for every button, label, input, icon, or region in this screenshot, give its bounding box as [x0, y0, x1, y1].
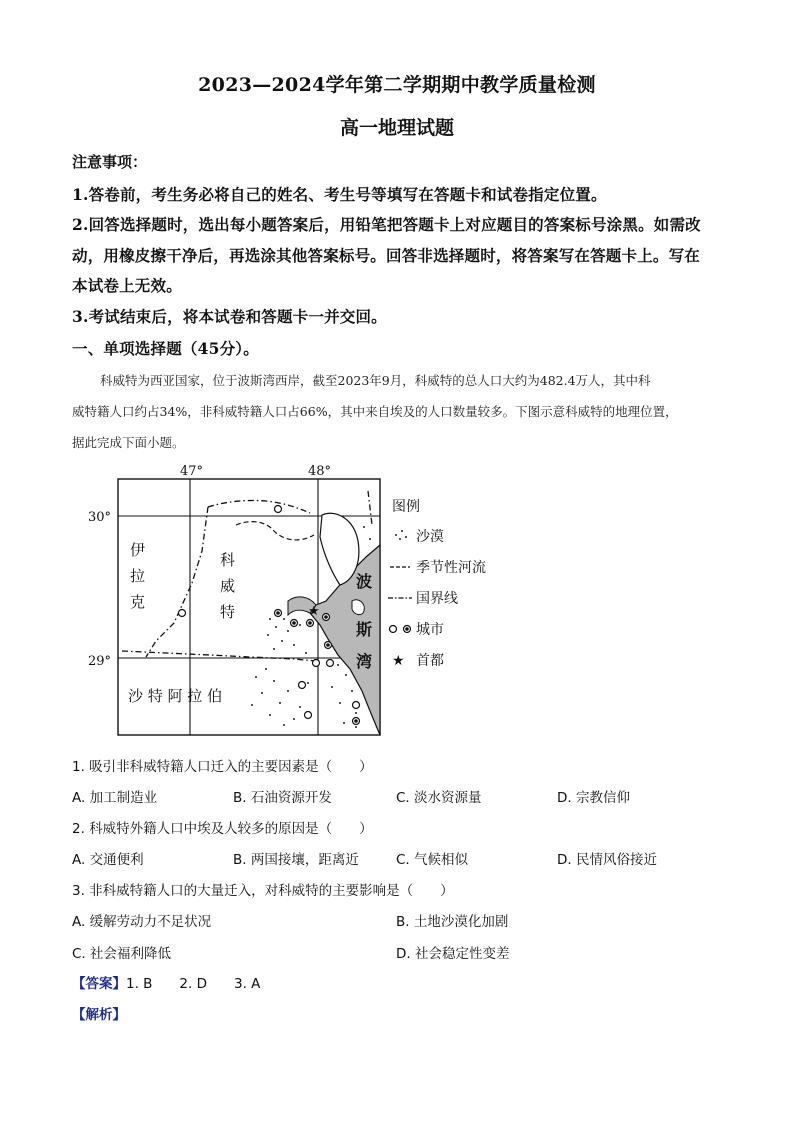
notice-heading: 注意事项：: [72, 153, 148, 171]
bubiyan-island: [320, 513, 359, 585]
exam-subtitle: 高一地理试题: [339, 117, 454, 139]
kuwait-location-map: [70, 455, 500, 750]
option-b: B. 石油资源开发: [233, 790, 332, 806]
exam-title: 2023—2024学年第二学期期中教学质量检测: [198, 74, 596, 96]
lat-label-29: 29°: [88, 654, 112, 669]
iraq-kuwait-border: [208, 500, 310, 513]
answer-tag: 【答案】: [72, 976, 126, 992]
option-c: C. 淡水资源量: [396, 790, 482, 806]
iraq-label: 拉: [130, 567, 146, 585]
lon-label-48: 48°: [308, 464, 332, 479]
option-d: D. 宗教信仰: [557, 790, 630, 806]
option-c: C. 社会福利降低: [72, 946, 172, 962]
kuwait-label: 特: [220, 603, 236, 621]
gulf-label: 湾: [356, 652, 373, 671]
notice-line: 本试卷上无效。: [72, 276, 182, 295]
gulf-label: 波: [356, 572, 373, 591]
option-a: A. 缓解劳动力不足状况: [72, 914, 212, 930]
question-stem: 1. 吸引非科威特籍人口迁入的主要因素是（ ）: [72, 759, 373, 775]
kuwait-label: 科: [220, 551, 236, 569]
intro-text: 威特籍人口约占34%，非科威特籍人口占66%，其中来自埃及的人口数量较多。下图示意科威特的地理位置，: [72, 404, 678, 419]
question-stem: 2. 科威特外籍人口中埃及人较多的原因是（ ）: [72, 821, 373, 837]
capital-star-icon: ★: [308, 604, 320, 619]
section-title: 一、单项选择题（45分）。: [72, 339, 259, 358]
legend-title: 图例: [392, 499, 420, 515]
legend-border-label: 国界线: [416, 591, 458, 607]
seasonal-river: [236, 522, 314, 540]
option-a: A. 加工制造业: [72, 790, 158, 806]
option-b: B. 两国接壤，距离近: [233, 852, 359, 868]
legend-river-label: 季节性河流: [416, 560, 486, 576]
legend-desert-label: 沙漠: [416, 529, 444, 545]
legend-desert-icon: [395, 530, 407, 540]
option-c: C. 气候相似: [396, 852, 469, 868]
option-a: A. 交通便利: [72, 852, 144, 868]
legend-city-icon: [390, 626, 411, 633]
option-b: B. 土地沙漠化加剧: [396, 914, 509, 930]
answer-line: [72, 972, 260, 992]
gulf-label: 斯: [356, 620, 373, 639]
saudi-label: 沙 特 阿 拉 伯: [128, 687, 223, 705]
lon-label-47: 47°: [180, 464, 204, 479]
analysis-tag: 【解析】: [72, 1007, 126, 1023]
kuwait-label: 威: [220, 577, 236, 595]
iraq-kuwait-border-west: [146, 507, 208, 657]
question-stem: 3. 非科威特籍人口的大量迁入，对科威特的主要影响是（ ）: [72, 883, 454, 899]
legend-city-label: 城市: [416, 622, 444, 638]
option-d: D. 民情风俗接近: [557, 852, 657, 868]
legend-capital-icon: ★: [392, 653, 405, 669]
option-d: D. 社会稳定性变差: [396, 946, 510, 962]
legend-capital-label: 首都: [416, 653, 444, 669]
iraq-label: 克: [130, 593, 146, 611]
saudi-kuwait-border: [122, 651, 316, 661]
border-north-east: [368, 491, 372, 525]
answer-values: 1. B 2. D 3. A: [126, 976, 261, 992]
iraq-label: 伊: [130, 541, 146, 559]
intro-text: 据此完成下面小题。: [72, 435, 185, 450]
notice-line: 3.考试结束后，将本试卷和答题卡一并交回。: [72, 307, 387, 326]
notice-line: 2.回答选择题时，选出每小题答案后，用铅笔把答题卡上对应题目的答案标号涂黑。如需改: [72, 215, 701, 234]
intro-text: 科威特为西亚国家，位于波斯湾西岸，截至2023年9月，科威特的总人口大约为482.4万人，其中科: [100, 373, 651, 388]
notice-line: 1.答卷前，考生务必将自己的姓名、考生号等填写在答题卡和试卷指定位置。: [72, 185, 607, 204]
lat-label-30: 30°: [88, 510, 112, 525]
notice-line: 动，用橡皮擦干净后，再选涂其他答案标号。回答非选择题时，将答案写在答题卡上。写在: [72, 246, 701, 265]
